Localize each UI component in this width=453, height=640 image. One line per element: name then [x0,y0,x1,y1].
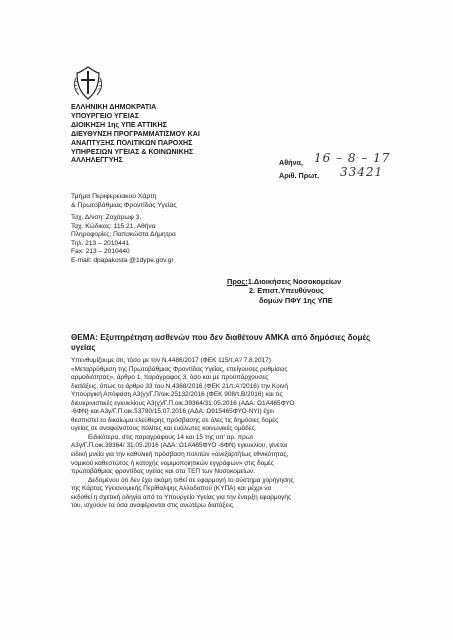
body-line: «Μεταρρύθμιση της Πρωτοβάθμιας Φροντίδας Υγείας, επείγουσες ρυθμίσεις [71,365,288,373]
issuer-header [71,103,200,165]
body-line: νομικού καθεστώτος ή κατοχής νομιμοποιητικών εγγράφων» στις δομές [71,459,274,467]
protocol-label: Αριθ. Πρωτ. [279,171,320,180]
header-line: ΔΙΟΙΚΗΣΗ 1ης ΥΠΕ ΑΤΤΙΚΗΣ [71,120,167,129]
body-line: του, ισχύουν τα όσα αναφέρονται στις ανωτέρω διατάξεις. [71,502,235,510]
contact-line: Ταχ. Κώδικας: 115 21, Αθήνα [71,222,156,230]
body-line: αρμοδιότητας», άρθρο 1, παράγραφος 3, όσο και με προϋπάρχουσες [71,374,269,382]
body-line: διατάξεις, όπως το άρθρο 33 του Ν.4368/2016 (ΦΕΚ 21/τ.Α'/2016) την Κοινή [71,382,288,390]
body-line: Ειδικότερα, στις παραγράφους 14 και 15 της υπ' αρ. πρωτ. [88,433,256,441]
recipient-line: 2. Επιστ.Υπευθύνους [249,286,324,296]
body-line: θεσπιστεί το δικαίωμα ελεύθερης πρόσβασης σε όλες τις δημόσιες δομές [71,416,279,424]
body-line: Α3γ/Γ.Π.οικ.39364/ 31.05.2016 (ΑΔΑ: Ω1Α465ΦΥΟ -6ΦΝ) εγκυκλίου, γίνεται [71,442,288,450]
recipient-line: δομών ΠΦΥ 1ης ΥΠΕ [259,295,333,305]
body-line: της Κάρτας Υγειονομικής Περίθαλψης Αλλοδαπού (ΚΥΠΑ) και μέχρι να [71,485,272,493]
contact-line: Τηλ. 213 – 2010441 [71,239,130,247]
header-line: ΕΛΛΗΝΙΚΗ ΔΗΜΟΚΡΑΤΙΑ [71,103,157,111]
contact-line: Ταχ. Δ/νση: Ζαχάρωφ 3, [71,214,142,221]
body-line: -6ΦΝ) και Α3γ/Γ.Π.οικ.53790/15.07.2016 (ΑΔΑ: Ω915465ΦΥΟ-ΝΥΙ) έχει [71,408,274,416]
greek-state-emblem-icon [73,66,103,100]
header-line: ΔΙΕΥΘΥΝΣΗ ΠΡΟΓΡΑΜΜΑΤΙΣΜΟΥ ΚΑΙ [71,129,200,138]
header-line: ΑΛΛΗΛΕΓΓΥΗΣ [71,156,123,165]
body-line: Δεδομένου ότι δεν έχει ακόμη τεθεί σε εφαρμογή το σύστημα χορήγησης [88,476,294,484]
header-line: ΥΠΟΥΡΓΕΙΟ ΥΓΕΙΑΣ [71,111,140,120]
handwritten-protocol-number: 33421 [340,165,384,179]
body-line: Υπουργική Απόφαση Α3(γ)/Γ.Π/οικ.25132/2016 (ΦΕΚ 908/τ.Β/2016) και τις [71,391,283,399]
body-line: υγείας σε αναφαλιστους πολίτες και ευάλωτες κοινωνικές ομάδες. [71,425,257,433]
body-line: πρωτοβάθμιας φροντίδας υγείας και στα ΤΕΠ των Νοσοκομείων. [71,468,255,476]
subject-line: ΘΕΜΑ: Εξυπηρέτηση ασθενών που δεν διαθέτουν ΑΜΚΑ από δημόσιες δομές υγείας [71,333,371,352]
header-line: ΥΠΗΡΕΣΙΩΝ ΥΓΕΙΑΣ & ΚΟΙΝΩΝΙΚΗΣ [71,147,194,156]
department-line: & Πρωτοβάθμιας Φροντίδας Υγείας [71,201,177,209]
body-line: διευκρινιστικές εγκυκλίους Α3(γ)/Γ.Π.οικ.39364/31.05.2016 (ΑΔΑ: Ω1Α465ΦΥΟ [71,399,295,407]
handwritten-date: 16 – 8 – 17 [314,151,391,165]
recipient-line: 1.Διοικήσεις Νοσοκομείων [247,277,342,286]
header-line: ΑΝΑΠΤΥΞΗΣ ΠΟΛΙΤΙΚΩΝ ΠΑΡΟΧΗΣ [71,138,193,147]
body-line: εκδοθεί η σχετική οδηγία από το Υπουργείο Υγείας για την έναρξη εφαρμογής [71,493,292,501]
department-name [71,193,177,210]
contact-email: E-mail: dpapakosta @1dype.gov.gr [71,256,174,264]
recipients-block [227,277,341,305]
letter-body [71,357,389,511]
department-line: Τμήμα Περιφερειακού Χάρτη [71,193,157,200]
recipients-label: Προς: [227,277,248,286]
place-label: Αθήνα, [279,158,303,167]
body-line: ειδική μνεία για την καθολική πρόσβαση πολιτών «ανεξαρτήτως εθνικότητας, [71,451,289,459]
contact-details [71,214,176,266]
body-line: Υπενθυμίζουμε ότι, τόσο με τον Ν.4486/2017 (ΦΕΚ 115/τ.Α'/ 7.8.2017) [71,357,271,364]
contact-line: Fax: 213 – 2010440 [71,248,130,256]
contact-line: Πληροφορίες: Παπακώστα Δήμητρα [71,231,176,239]
